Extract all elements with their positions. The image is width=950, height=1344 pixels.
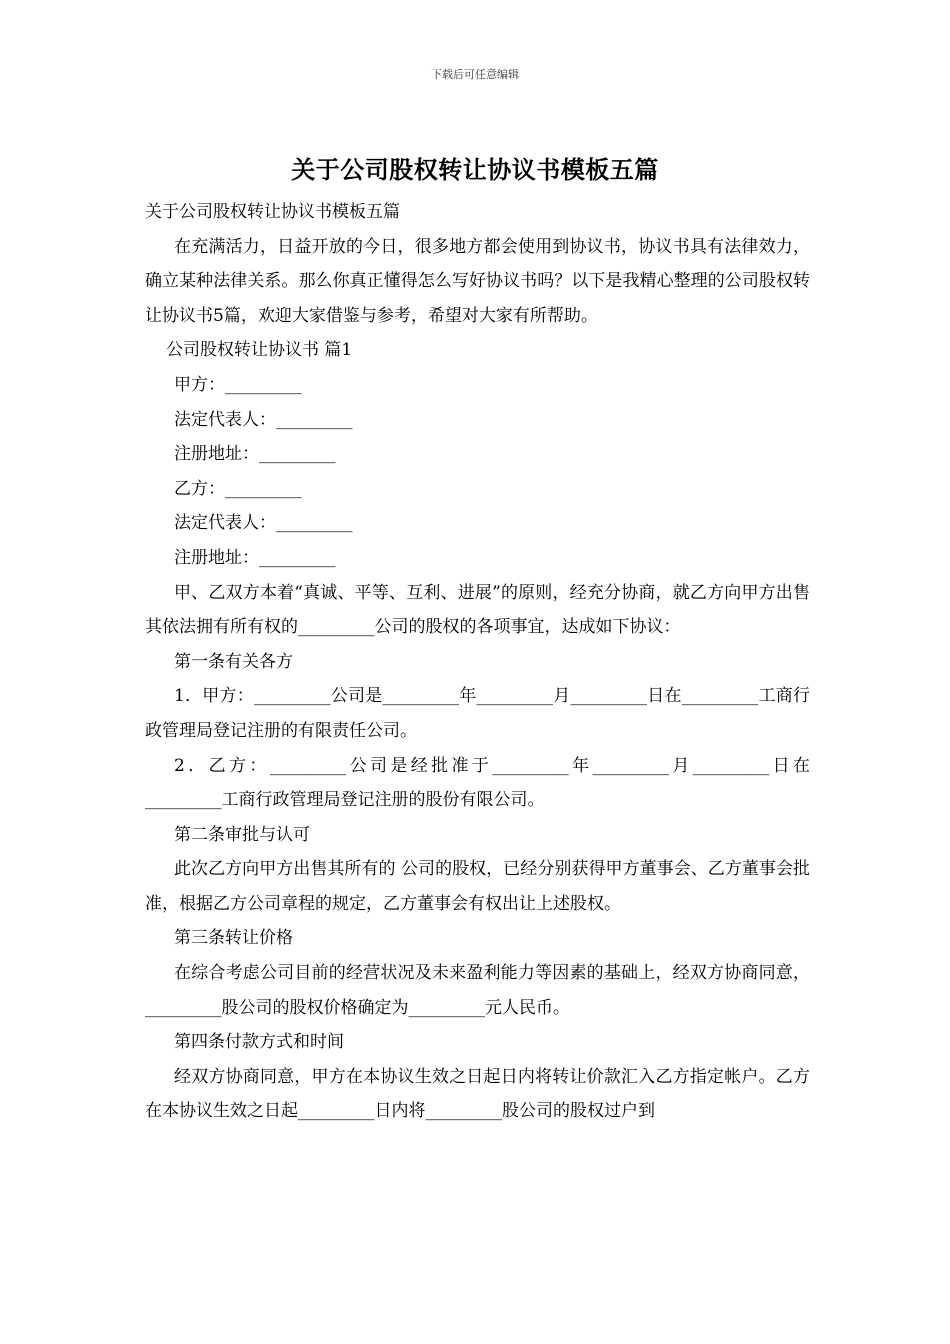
paragraph: 此次乙方向甲方出售其所有的 公司的股权，已经分别获得甲方董事会、乙方董事会批准，根据乙方公司章程的规定，乙方董事会有权出让上述股权。 — [145, 859, 810, 914]
document-title: 关于公司股权转让协议书模板五篇 — [291, 155, 659, 184]
paragraph: 1．甲方：_________公司是_________年_________月_________日在_________工商行政管理局登记注册的有限责任公司。 — [145, 686, 810, 741]
party-field: 甲方：_________ — [174, 374, 302, 395]
paragraph: 关于公司股权转让协议书模板五篇 — [145, 202, 400, 222]
section-heading: 公司股权转让协议书 篇1 — [166, 340, 353, 361]
party-field: 注册地址：_________ — [174, 547, 336, 568]
document-body — [145, 195, 810, 1129]
party-field: 法定代表人：_________ — [174, 409, 353, 430]
party-field: 乙方：_________ — [174, 478, 302, 499]
paragraph: 经双方协商同意，甲方在本协议生效之日起日内将转让价款汇入乙方指定帐户。乙方在本协议生效之日起_________日内将_________股公司的股权过户到 — [145, 1066, 810, 1122]
article-heading: 第三条转让价格 — [174, 928, 293, 949]
article-heading: 第四条付款方式和时间 — [174, 1032, 344, 1053]
paragraph: 2．乙方：_________公司是经批准于_________年_________月_________日在_________工商行政管理局登记注册的股份有限公司。 — [145, 755, 810, 811]
paragraph: 甲、乙双方本着“真诚、平等、互利、进展”的原则，经充分协商，就乙方向甲方出售其依法拥有所有权的_________公司的股权的各项事宜，达成如下协议： — [145, 582, 810, 638]
article-heading: 第一条有关各方 — [174, 651, 293, 672]
party-field: 法定代表人：_________ — [174, 513, 353, 534]
paragraph: 在综合考虑公司目前的经营状况及未来盈利能力等因素的基础上，经双方协商同意，_________股公司的股权价格确定为_________元人民币。 — [145, 963, 810, 1018]
article-heading: 第二条审批与认可 — [174, 824, 310, 845]
party-field: 注册地址：_________ — [174, 444, 336, 465]
page-header-note: 下载后可任意编辑 — [431, 68, 519, 81]
paragraph: 在充满活力，日益开放的今日，很多地方都会使用到协议书，协议书具有法律效力，确立某种法律关系。那么你真正懂得怎么写好协议书吗？以下是我精心整理的公司股权转让协议书5篇，欢迎大家借鉴与参考，希望对大家有所帮助。 — [145, 236, 810, 326]
